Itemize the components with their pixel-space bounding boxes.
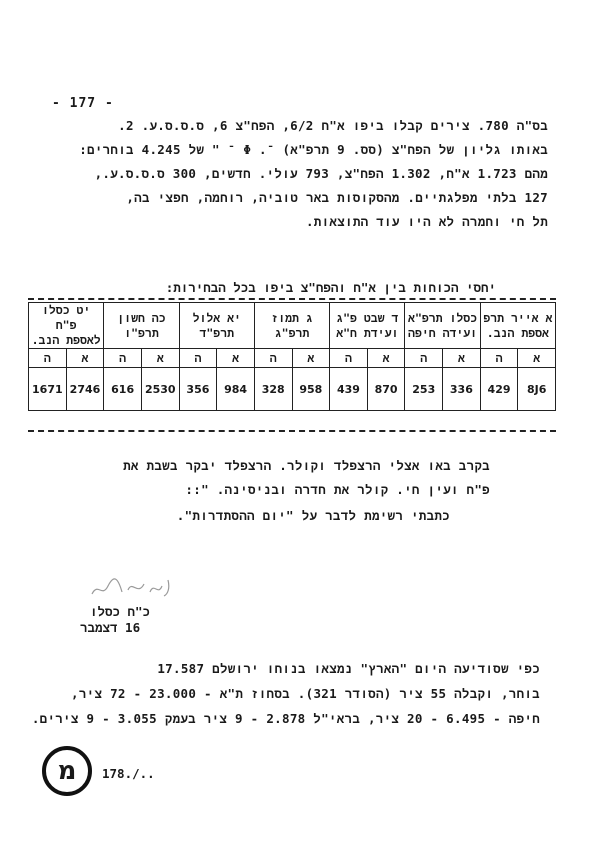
- table-subheader: א: [518, 349, 556, 368]
- date-gregorian: 16 דצמבר: [80, 620, 141, 635]
- paragraph-1-line: בס"ה 780. צירים קבלו ביפו א"ח 6/2, הפח"צ 6, ס.ס.ס.ע. 2.: [118, 118, 548, 133]
- table-header: יא אלול תרפ"ד: [179, 303, 254, 349]
- paragraph-1-line: מהם 1.723 א"ח, 1.302 הפח"צ, 793 עולי. חדשים, 300 ס.ס.ס.ע.,: [94, 166, 548, 181]
- table-subheader: ה: [254, 349, 292, 368]
- table-cell: 870: [367, 368, 405, 411]
- table-subheader: א: [443, 349, 481, 368]
- table-cell: 8J6: [518, 368, 556, 411]
- table-cell: 2530: [141, 368, 179, 411]
- table-subheader: א: [292, 349, 330, 368]
- paragraph-3: כתבתי רשימת לדבר על "יום ההסתדרות".: [176, 508, 450, 523]
- table-subheader: ה: [405, 349, 443, 368]
- table-cell: 984: [217, 368, 255, 411]
- table-subheader: ה: [480, 349, 518, 368]
- dashed-divider-bottom: [28, 430, 556, 432]
- date-hebrew: כ"ח כסלו: [90, 604, 151, 619]
- table-values-row: [29, 368, 556, 411]
- table-header: א אייר תרפ אספת הנב.: [480, 303, 555, 349]
- table-subheader: א: [367, 349, 405, 368]
- table-subheader: א: [141, 349, 179, 368]
- table-subheader: א: [217, 349, 255, 368]
- paragraph-1-line: באותו גליון של הפח"צ (סס. 9 תרפ"א) ־. Φ ־ " של 4.245 בוחרים:: [79, 142, 548, 157]
- table-subheader: ה: [330, 349, 368, 368]
- table-cell: 958: [292, 368, 330, 411]
- next-page-marker: 178./..: [102, 766, 155, 781]
- archive-stamp-icon: מ: [42, 746, 92, 796]
- table-subheader: ה: [104, 349, 142, 368]
- table-subheader: א: [66, 349, 104, 368]
- paragraph-2: [50, 454, 490, 502]
- table-title: יחסי הכוחות בין א"ח והפח"צ ביפו בכל הבחירות:: [165, 280, 496, 295]
- paragraph-1-line: 127 בלתי מפלגתיים. מהסקוסות באר טוביה, רוחמה, חפצי בה,: [126, 190, 548, 205]
- table-header: ד שבט פ"ג ועידת ח"א: [330, 303, 405, 349]
- table-cell: 429: [480, 368, 518, 411]
- table-header-row: [29, 303, 556, 349]
- table-cell: 356: [179, 368, 217, 411]
- table-cell: 2746: [66, 368, 104, 411]
- table-header: כסלו תרפ"א ועידה חיפה: [405, 303, 480, 349]
- table-header: יט כסלו פ"ח לאספת הנב.: [29, 303, 104, 349]
- paragraph-2-line: בקרב באו אצלי הרצפלד וקולר. הרצפלד יבקר בשבת את: [123, 458, 490, 473]
- dashed-divider-top: [28, 298, 556, 300]
- page-number: - 177 -: [52, 96, 114, 111]
- table-subheader-row: [29, 349, 556, 368]
- table-cell: 1671: [29, 368, 67, 411]
- results-table: [28, 302, 556, 411]
- table-cell: 616: [104, 368, 142, 411]
- handwritten-signature: [88, 572, 188, 602]
- paragraph-4-line: בוחר, וקבלה 55 ציר (הסודר 321). בסחוז ת"א - 23.000 - 72 ציר,: [71, 686, 540, 701]
- paragraph-1-line: תל חי וחמרה לא היו עוד התוצאות.: [305, 214, 548, 229]
- paragraph-1: [48, 114, 548, 234]
- paragraph-4-line: כפי שסודיעה היום "הארץ" נמצאו בנוחו ירושלם 17.587: [157, 661, 540, 676]
- table-cell: 253: [405, 368, 443, 411]
- paragraph-2-line: פ"ח ועין חי. קולר את חדרה ובניסינה. "::: [185, 482, 490, 497]
- table-cell: 439: [330, 368, 368, 411]
- paragraph-4-line: חיפה - 6.495 - 20 ציר, בראי"ל 2.878 - 9 ציר בעמק 3.055 - 9 צירים.: [31, 711, 540, 726]
- table-header: ג תמוז תרפ"ג: [254, 303, 329, 349]
- table-subheader: ה: [179, 349, 217, 368]
- table-header: כה חשון תרפ"ו: [104, 303, 179, 349]
- table-cell: 328: [254, 368, 292, 411]
- paragraph-4: [31, 656, 540, 731]
- table-subheader: ה: [29, 349, 67, 368]
- table-cell: 336: [443, 368, 481, 411]
